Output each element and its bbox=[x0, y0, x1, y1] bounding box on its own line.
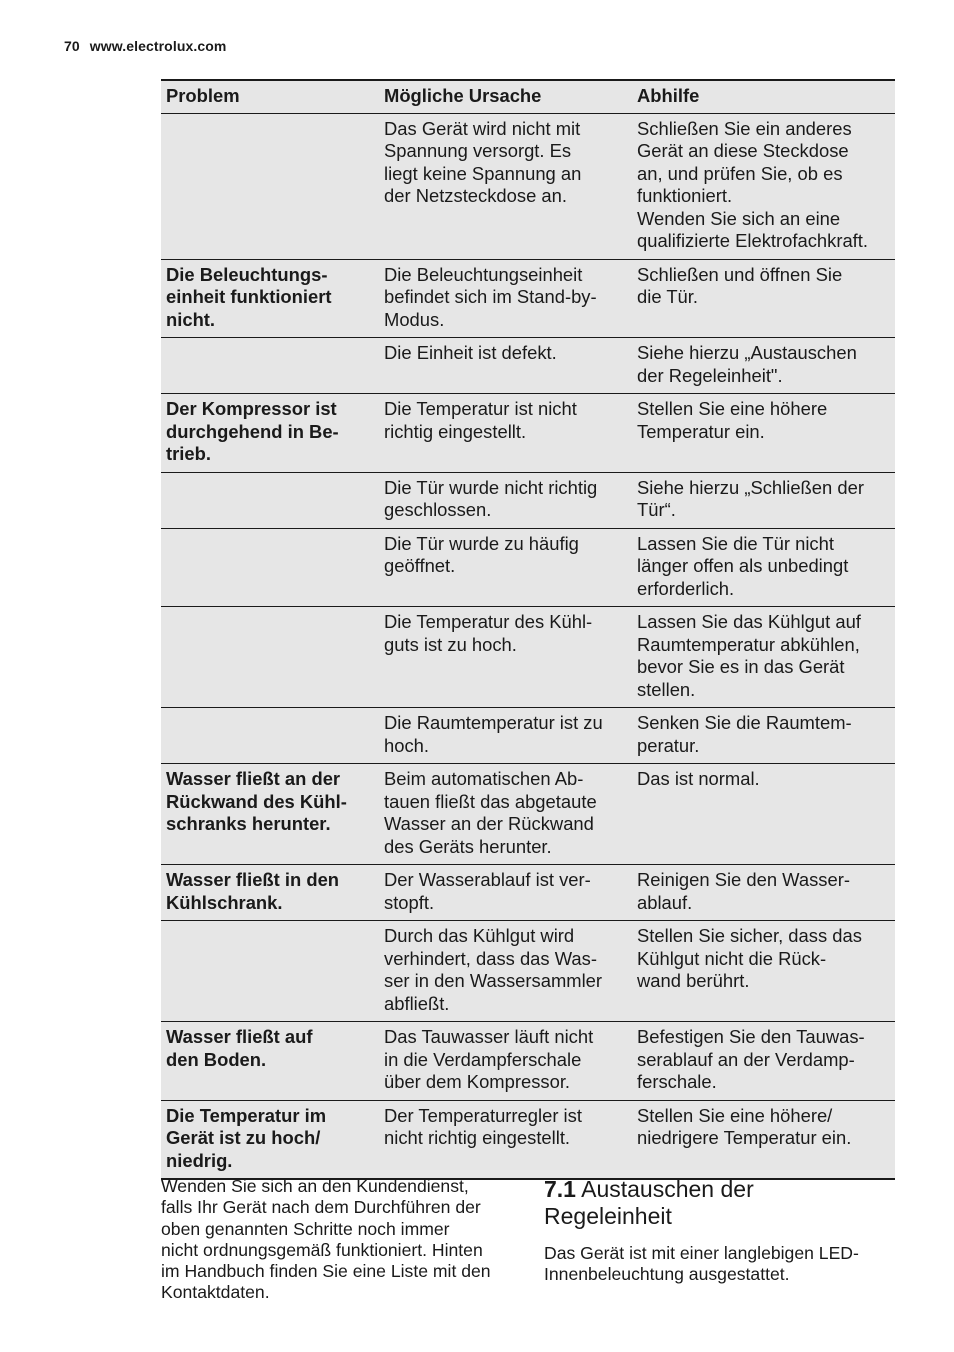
section-heading bbox=[544, 1176, 904, 1230]
column-header-cause: Mögliche Ursache bbox=[379, 80, 632, 113]
problem-cell: Wasser fließt auf den Boden. bbox=[161, 1022, 379, 1101]
table-row bbox=[161, 1022, 895, 1101]
table-row bbox=[161, 472, 895, 528]
table-row bbox=[161, 1100, 895, 1179]
remedy-cell: Stellen Sie eine höhere/ niedrigere Temperatur ein. bbox=[632, 1100, 895, 1179]
cause-cell: Der Wasserablauf ist ver- stopft. bbox=[379, 865, 632, 921]
problem-cell: Die Beleuchtungs- einheit funktioniert nicht. bbox=[161, 259, 379, 338]
customer-service-note: Wenden Sie sich an den Kundendienst, falls Ihr Gerät nach dem Durchführen der oben genannten Schritte noch immer nicht ordnungsgemäß funktioniert. Hinten im Handbuch finden Sie eine Liste mit den Kontaktdaten. bbox=[161, 1176, 491, 1303]
table-row bbox=[161, 394, 895, 473]
troubleshooting-table bbox=[161, 79, 895, 1180]
table-header-row bbox=[161, 80, 895, 113]
remedy-cell: Siehe hierzu „Schließen der Tür“. bbox=[632, 472, 895, 528]
problem-cell bbox=[161, 607, 379, 708]
problem-cell: Die Temperatur im Gerät ist zu hoch/ niedrig. bbox=[161, 1100, 379, 1179]
problem-cell bbox=[161, 113, 379, 259]
cause-cell: Das Gerät wird nicht mit Spannung versorgt. Es liegt keine Spannung an der Netzsteckdose an. bbox=[379, 113, 632, 259]
remedy-cell: Schließen und öffnen Sie die Tür. bbox=[632, 259, 895, 338]
table-row bbox=[161, 338, 895, 394]
cause-cell: Beim automatischen Ab- tauen fließt das abgetaute Wasser an der Rückwand des Geräts herunter. bbox=[379, 764, 632, 865]
column-header-problem: Problem bbox=[161, 80, 379, 113]
table-row bbox=[161, 921, 895, 1022]
table-row bbox=[161, 259, 895, 338]
problem-cell: Wasser fließt in den Kühlschrank. bbox=[161, 865, 379, 921]
problem-cell bbox=[161, 338, 379, 394]
cause-cell: Die Beleuchtungseinheit befindet sich im Stand-by- Modus. bbox=[379, 259, 632, 338]
section-number: 7.1 bbox=[544, 1176, 576, 1202]
problem-cell: Der Kompressor ist durchgehend in Be- trieb. bbox=[161, 394, 379, 473]
cause-cell: Durch das Kühlgut wird verhindert, dass das Was- ser in den Wassersammler abfließt. bbox=[379, 921, 632, 1022]
cause-cell: Die Tür wurde nicht richtig geschlossen. bbox=[379, 472, 632, 528]
table-row bbox=[161, 528, 895, 607]
page-number: 70 bbox=[64, 38, 80, 54]
cause-cell: Die Temperatur ist nicht richtig eingestellt. bbox=[379, 394, 632, 473]
cause-cell: Die Temperatur des Kühl- guts ist zu hoch. bbox=[379, 607, 632, 708]
cause-cell: Der Temperaturregler ist nicht richtig eingestellt. bbox=[379, 1100, 632, 1179]
remedy-cell: Siehe hierzu „Austauschen der Regeleinheit". bbox=[632, 338, 895, 394]
problem-cell bbox=[161, 528, 379, 607]
section-body: Das Gerät ist mit einer langlebigen LED- Innenbeleuchtung ausgestattet. bbox=[544, 1243, 859, 1285]
problem-cell bbox=[161, 921, 379, 1022]
remedy-cell: Lassen Sie die Tür nicht länger offen als unbedingt erforderlich. bbox=[632, 528, 895, 607]
remedy-cell: Schließen Sie ein anderes Gerät an diese Steckdose an, und prüfen Sie, ob es funktioniert. Wenden Sie sich an eine qualifizierte Elektrofachkraft. bbox=[632, 113, 895, 259]
page-header bbox=[64, 38, 226, 54]
remedy-cell: Das ist normal. bbox=[632, 764, 895, 865]
cause-cell: Die Tür wurde zu häufig geöffnet. bbox=[379, 528, 632, 607]
table-row bbox=[161, 708, 895, 764]
table-row bbox=[161, 764, 895, 865]
remedy-cell: Befestigen Sie den Tauwas- serablauf an der Verdamp- ferschale. bbox=[632, 1022, 895, 1101]
section-title: Austauschen der Regeleinheit bbox=[544, 1176, 754, 1229]
cause-cell: Die Raumtemperatur ist zu hoch. bbox=[379, 708, 632, 764]
table-row bbox=[161, 607, 895, 708]
cause-cell: Die Einheit ist defekt. bbox=[379, 338, 632, 394]
problem-cell bbox=[161, 472, 379, 528]
problem-cell bbox=[161, 708, 379, 764]
remedy-cell: Stellen Sie sicher, dass das Kühlgut nicht die Rück- wand berührt. bbox=[632, 921, 895, 1022]
cause-cell: Das Tauwasser läuft nicht in die Verdampferschale über dem Kompressor. bbox=[379, 1022, 632, 1101]
website-link[interactable]: www.electrolux.com bbox=[89, 38, 227, 54]
problem-cell: Wasser fließt an der Rückwand des Kühl- schranks herunter. bbox=[161, 764, 379, 865]
table-row bbox=[161, 865, 895, 921]
column-header-remedy: Abhilfe bbox=[632, 80, 895, 113]
remedy-cell: Lassen Sie das Kühlgut auf Raumtemperatur abkühlen, bevor Sie es in das Gerät stellen. bbox=[632, 607, 895, 708]
remedy-cell: Senken Sie die Raumtem- peratur. bbox=[632, 708, 895, 764]
table-row bbox=[161, 113, 895, 259]
remedy-cell: Stellen Sie eine höhere Temperatur ein. bbox=[632, 394, 895, 473]
remedy-cell: Reinigen Sie den Wasser- ablauf. bbox=[632, 865, 895, 921]
